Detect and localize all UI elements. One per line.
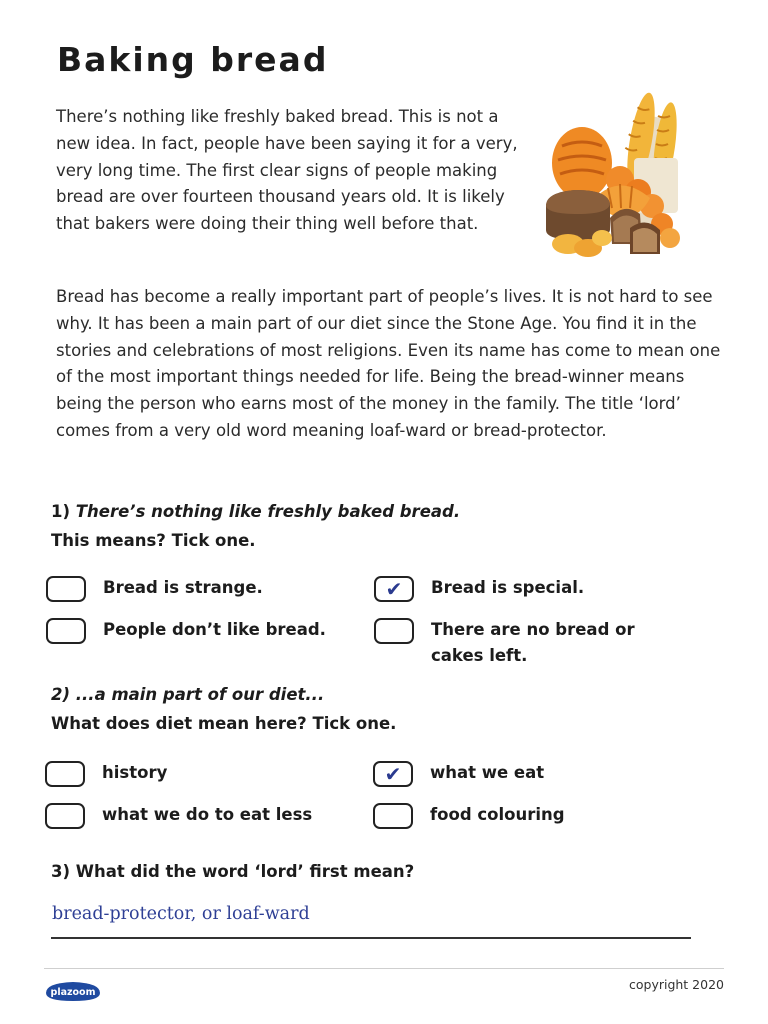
q1-option-4[interactable] bbox=[374, 618, 661, 669]
option-label: Bread is special. bbox=[431, 578, 585, 597]
question-1-quote: There’s nothing like freshly baked bread. bbox=[75, 502, 461, 521]
checkbox-checked[interactable]: ✔ bbox=[374, 576, 414, 602]
q1-option-1[interactable] bbox=[46, 576, 263, 602]
body-paragraph: Bread has become a really important part of people’s lives. It is not hard to see why. It has been a main part of our diet since the Stone Age. You find it in the stories and celebrations of most religions. Even its name has come to mean one of the most important things needed for life. Being the bread-winner means being the person who earns most of the money in the family. The title ‘lord’ comes from a very old word meaning loaf-ward or bread-protector. bbox=[56, 287, 721, 440]
copyright-text: copyright 2020 bbox=[628, 977, 724, 992]
checkbox[interactable] bbox=[45, 803, 85, 829]
option-label: There are no bread or cakes left. bbox=[431, 620, 635, 665]
bread-basket-illustration bbox=[540, 88, 690, 263]
footer-divider bbox=[44, 968, 724, 969]
question-1-number: 1) bbox=[51, 502, 71, 521]
q1-option-3[interactable] bbox=[46, 618, 326, 644]
checkbox[interactable] bbox=[45, 761, 85, 787]
checkbox[interactable] bbox=[374, 618, 414, 644]
intro-paragraph: There’s nothing like freshly baked bread. This is not a new idea. In fact, people have been saying it for a very, very long time. The first clear signs of people making bread are over fourteen thousand years old. It is likely that bakers were doing their thing well before that. bbox=[56, 107, 518, 234]
logo-text: plazoom bbox=[50, 987, 96, 998]
option-label: People don’t like bread. bbox=[103, 620, 326, 639]
question-3-heading: 3) What did the word ‘lord’ first mean? bbox=[51, 862, 415, 881]
q2-option-4[interactable] bbox=[373, 803, 565, 829]
option-label: what we eat bbox=[430, 763, 545, 782]
option-label: what we do to eat less bbox=[102, 805, 313, 824]
question-2-heading: 2) ...a main part of our diet... bbox=[51, 685, 325, 704]
checkbox[interactable] bbox=[46, 576, 86, 602]
answer-text[interactable]: bread-protector, or loaf-ward bbox=[52, 904, 310, 924]
option-label: food colouring bbox=[430, 805, 565, 824]
q2-option-1[interactable] bbox=[45, 761, 167, 787]
q2-option-2[interactable] bbox=[373, 761, 544, 787]
checkbox-checked[interactable]: ✔ bbox=[373, 761, 413, 787]
checkbox[interactable] bbox=[373, 803, 413, 829]
option-label: history bbox=[102, 763, 168, 782]
question-1-heading bbox=[51, 498, 460, 527]
checkbox[interactable] bbox=[46, 618, 86, 644]
q1-option-2[interactable] bbox=[374, 576, 584, 602]
q2-option-3[interactable] bbox=[45, 803, 312, 829]
question-2-prompt: What does diet mean here? Tick one. bbox=[51, 714, 397, 733]
question-1-prompt: This means? Tick one. bbox=[51, 531, 256, 550]
answer-line bbox=[51, 937, 691, 939]
plazoom-logo[interactable] bbox=[44, 980, 102, 1002]
page-title: Baking bread bbox=[57, 40, 329, 79]
option-label: Bread is strange. bbox=[103, 578, 263, 597]
